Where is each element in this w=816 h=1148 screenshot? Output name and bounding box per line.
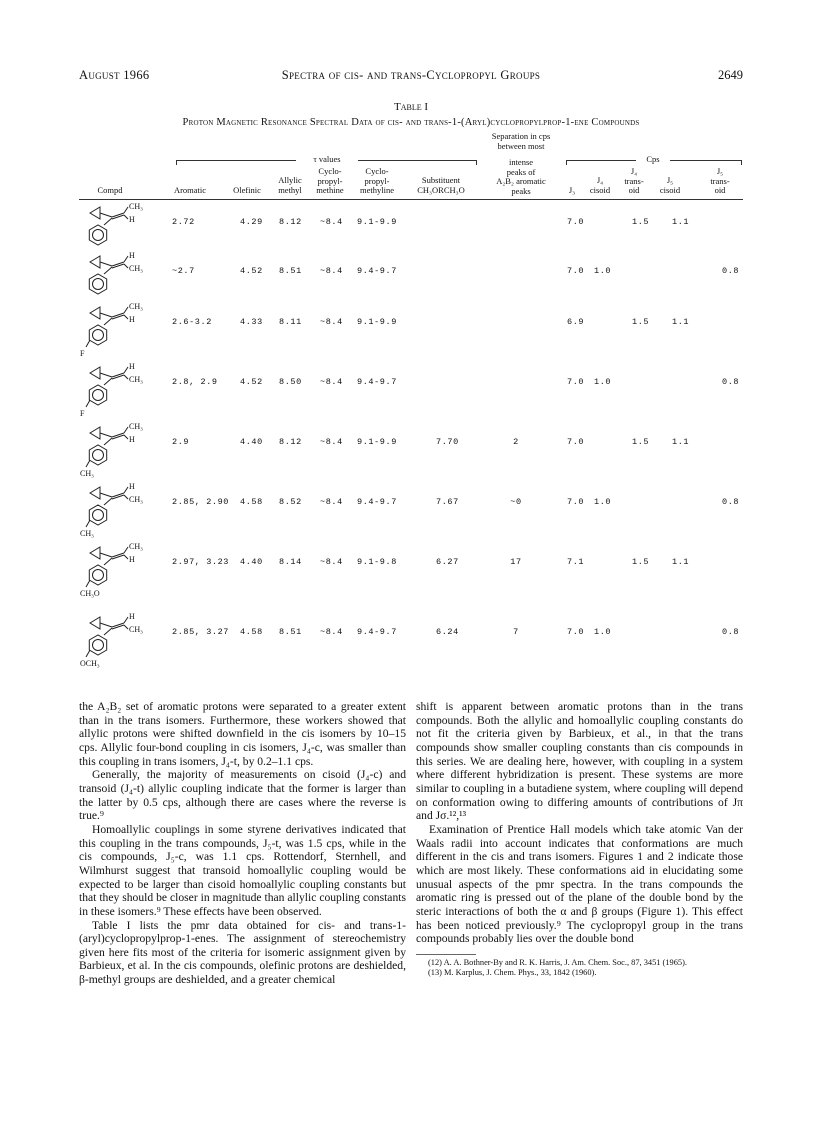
cell-substituent: 7.70	[436, 437, 459, 447]
substituent-bottom: CH₃	[129, 495, 143, 504]
cell-olefinic: 4.40	[240, 557, 263, 567]
substituent-bottom: H	[129, 315, 135, 324]
cell-j3: 7.0	[567, 217, 585, 227]
substituent-top: H	[129, 251, 135, 260]
paragraph: Examination of Prentice Hall models which take atomic Van der Waals radii into account indicates that conformations are much different in the cis and trans isomers. Figures 1 and 2 indicate those which are most likely. These conformations aid in elucidating some unusual aspects of the pmr spectra. In the trans compounds the aromatic ring is pressed out of the plane of the double bond by the steric interactions of both the α and β groups (Figure 1). This effect has been noticed previously.⁹ The cyclopropyl group in the trans compounds probably lies over the double bond	[416, 822, 743, 946]
col-j5-cisoid: J₅ cisoid	[659, 175, 681, 195]
cell-olefinic: 4.33	[240, 317, 263, 327]
col-separation: intense peaks of A₂B₂ aromatic peaks	[496, 157, 546, 196]
cell-methylene: 9.4-9.7	[357, 627, 397, 637]
structure-diagram	[80, 542, 164, 605]
paragraph: Homoallylic couplings in some styrene derivatives indicated that this coupling in the trans compounds, J₅-t, was 1.5 cps, while in the cis compounds, J₅-c, was 1.1 cps. Rottendorf, Sternhell, and Wilmhurst suggest that transoid homoallylic coupling would be expected to be larger than cisoid homoallylic coupling constants but that they should be closer in magnitude than allylic coupling constants in these isomers.⁹ These effects have been observed.	[79, 822, 406, 918]
cell-j4c: 1.0	[594, 377, 612, 387]
compound-structure	[80, 542, 164, 605]
cell-aromatic: ~2.7	[172, 266, 195, 276]
cell-aromatic: 2.8, 2.9	[172, 377, 218, 387]
cell-j3: 6.9	[567, 317, 585, 327]
cell-methine: ~8.4	[320, 627, 343, 637]
cell-j4c: 1.0	[594, 627, 612, 637]
cell-j5t: 0.8	[722, 627, 740, 637]
header-running-title: Spectra of cis- and trans-Cyclopropyl Groups	[281, 68, 541, 82]
header-date: August 1966	[79, 68, 150, 82]
cps-label: Cps	[636, 154, 670, 164]
col-substituent: Substituent CH₃ORCH₃O	[417, 175, 465, 195]
cell-allylic: 8.51	[279, 266, 302, 276]
cell-methine: ~8.4	[320, 266, 343, 276]
cell-olefinic: 4.58	[240, 627, 263, 637]
substituent-top: CH₃	[129, 202, 143, 211]
footnote-12: (12) A. A. Bothner-By and R. K. Harris, J. Am. Chem. Soc., 87, 3451 (1965).	[428, 957, 687, 967]
cell-olefinic: 4.40	[240, 437, 263, 447]
cell-methylene: 9.4-9.7	[357, 377, 397, 387]
col-aromatic: Aromatic	[173, 185, 207, 195]
cell-j3: 7.0	[567, 266, 585, 276]
cps-rule-left-tick	[566, 160, 567, 165]
cell-methine: ~8.4	[320, 437, 343, 447]
cell-allylic: 8.50	[279, 377, 302, 387]
compound-structure	[80, 482, 164, 545]
structure-diagram	[80, 362, 164, 425]
cell-j4c: 1.0	[594, 266, 612, 276]
separation-header-top: Separation in cps between most	[491, 131, 551, 151]
substituent-bottom: H	[129, 435, 135, 444]
cell-substituent: 6.27	[436, 557, 459, 567]
cell-methine: ~8.4	[320, 557, 343, 567]
substituent-top: H	[129, 612, 135, 621]
col-cyclopropyl-methylene: Cyclo- propyl- methyline	[360, 166, 394, 195]
cell-methylene: 9.1-9.8	[357, 557, 397, 567]
ring-substituent: CH₃	[80, 529, 94, 538]
cell-methylene: 9.1-9.9	[357, 217, 397, 227]
cell-j4c: 1.0	[594, 497, 612, 507]
cell-j5c: 1.1	[672, 217, 690, 227]
substituent-bottom: CH₃	[129, 375, 143, 384]
paragraph: the A₂B₂ set of aromatic protons were separated to a greater extent than in the trans isomers. Furthermore, these workers showed that allylic protons were shifted downfield in the cis isomers by 10–15 cps. Allylic four-bond coupling in cis isomers, J₄-c, was smaller than this coupling in trans isomers, J₄-t, by 0.2–1.1 cps.	[79, 700, 406, 768]
cell-allylic: 8.52	[279, 497, 302, 507]
right-column	[416, 700, 743, 978]
cell-olefinic: 4.29	[240, 217, 263, 227]
col-allylic: Allylic methyl	[278, 175, 302, 195]
ring-substituent: F	[80, 409, 85, 418]
cell-aromatic: 2.9	[172, 437, 190, 447]
cell-methine: ~8.4	[320, 377, 343, 387]
table-caption: Table I	[393, 101, 429, 113]
cell-j4t: 1.5	[632, 557, 650, 567]
table-title: Proton Magnetic Resonance Spectral Data of cis- and trans-1-(Aryl)cyclopropylprop-1-ene Compounds	[182, 117, 640, 128]
substituent-bottom: CH₃	[129, 625, 143, 634]
col-j4-cisoid: J₄ cisoid	[589, 175, 611, 195]
substituent-top: CH₃	[129, 302, 143, 311]
cell-j5t: 0.8	[722, 266, 740, 276]
cell-j5t: 0.8	[722, 377, 740, 387]
paragraph: Generally, the majority of measurements on cisoid (J₄-c) and transoid (J₄-t) allylic coupling indicate that the former is larger than the latter by 0.5 cps, although there are cases where the reverse is true.⁹	[79, 768, 406, 823]
substituent-top: CH₃	[129, 542, 143, 551]
substituent-top: H	[129, 362, 135, 371]
cell-j5c: 1.1	[672, 317, 690, 327]
paragraph: Table I lists the pmr data obtained for cis- and trans-1-(aryl)cyclopropylprop-1-enes. The assignment of stereochemistry given here fits most of the criteria for isomeric assignment given by Barbieux, et al. In the cis compounds, olefinic protons are deshielded, β-methyl groups are deshielded, and a greater chemical	[79, 918, 406, 987]
cps-rule-right-tick	[741, 160, 742, 165]
compound-structure	[80, 302, 164, 365]
cell-methine: ~8.4	[320, 317, 343, 327]
col-j5-transoid: J₅ trans- oid	[710, 166, 730, 195]
compound-structure	[80, 422, 164, 485]
ring-substituent: F	[80, 349, 85, 358]
cell-methine: ~8.4	[320, 217, 343, 227]
substituent-bottom: H	[129, 215, 135, 224]
cell-olefinic: 4.52	[240, 377, 263, 387]
cell-j4t: 1.5	[632, 437, 650, 447]
tau-rule-right-tick	[476, 160, 477, 165]
structure-diagram	[80, 422, 164, 485]
tau-values-label: τ values	[296, 154, 358, 164]
cell-j3: 7.0	[567, 497, 585, 507]
cell-separation: 7	[513, 627, 519, 637]
cell-aromatic: 2.97, 3.23	[172, 557, 230, 567]
cell-methine: ~8.4	[320, 497, 343, 507]
cell-olefinic: 4.58	[240, 497, 263, 507]
cell-j4t: 1.5	[632, 217, 650, 227]
compound-structure	[80, 362, 164, 425]
running-header	[79, 68, 743, 84]
cell-j3: 7.0	[567, 627, 585, 637]
cell-allylic: 8.12	[279, 217, 302, 227]
structure-diagram	[80, 482, 164, 545]
cell-j5c: 1.1	[672, 557, 690, 567]
cell-allylic: 8.51	[279, 627, 302, 637]
substituent-bottom: CH₃	[129, 264, 143, 273]
cell-substituent: 6.24	[436, 627, 459, 637]
footnote-13: (13) M. Karplus, J. Chem. Phys., 33, 1842 (1960).	[428, 967, 597, 977]
cell-allylic: 8.14	[279, 557, 302, 567]
cell-j3: 7.0	[567, 437, 585, 447]
col-olefinic: Olefinic	[233, 185, 261, 195]
left-column	[79, 700, 406, 987]
cell-j5c: 1.1	[672, 437, 690, 447]
substituent-top: H	[129, 482, 135, 491]
ring-substituent: CH₃	[80, 469, 94, 478]
cell-olefinic: 4.52	[240, 266, 263, 276]
cell-j4t: 1.5	[632, 317, 650, 327]
paragraph: shift is apparent between aromatic protons than in the trans compounds. Both the allylic and homoallylic coupling constants do not fit the criteria given by Barbieux, et al., in that the trans compounds show smaller coupling constants than cis compounds in this series. We are dealing here, however, with coupling in a system where different hybridization is present. These systems are more similar to coupling in a butadiene system, where coupling will depend on conformation owing to differing amounts of contributions of Jπ and Jσ.¹²,¹³	[416, 700, 743, 823]
cell-j3: 7.1	[567, 557, 585, 567]
cell-aromatic: 2.85, 3.27	[172, 627, 230, 637]
col-cyclopropyl-methine: Cyclo- propyl- methine	[316, 166, 344, 195]
cell-methylene: 9.1-9.9	[357, 317, 397, 327]
table-header-rule	[79, 199, 743, 200]
structure-diagram	[80, 612, 164, 675]
ring-substituent: CH₃O	[80, 589, 100, 598]
cell-separation: ~0	[510, 497, 522, 507]
cell-methylene: 9.1-9.9	[357, 437, 397, 447]
compound-structure	[80, 612, 164, 675]
structure-diagram	[80, 302, 164, 365]
col-j3: J₃	[568, 185, 576, 195]
col-compd: Compd	[97, 185, 123, 195]
footnote-rule	[416, 954, 476, 955]
cell-allylic: 8.12	[279, 437, 302, 447]
header-page-number: 2649	[718, 68, 743, 82]
cell-j5t: 0.8	[722, 497, 740, 507]
cell-aromatic: 2.85, 2.90	[172, 497, 230, 507]
cell-separation: 17	[510, 557, 522, 567]
cell-allylic: 8.11	[279, 317, 302, 327]
cell-separation: 2	[513, 437, 519, 447]
ring-substituent: OCH₃	[80, 659, 100, 668]
cell-aromatic: 2.6-3.2	[172, 317, 212, 327]
cell-j3: 7.0	[567, 377, 585, 387]
substituent-top: CH₃	[129, 422, 143, 431]
tau-rule-left-tick	[176, 160, 177, 165]
cell-aromatic: 2.72	[172, 217, 195, 227]
col-j4-transoid: J₄ trans- oid	[624, 166, 644, 195]
cell-methylene: 9.4-9.7	[357, 497, 397, 507]
cell-methylene: 9.4-9.7	[357, 266, 397, 276]
cell-substituent: 7.67	[436, 497, 459, 507]
substituent-bottom: H	[129, 555, 135, 564]
